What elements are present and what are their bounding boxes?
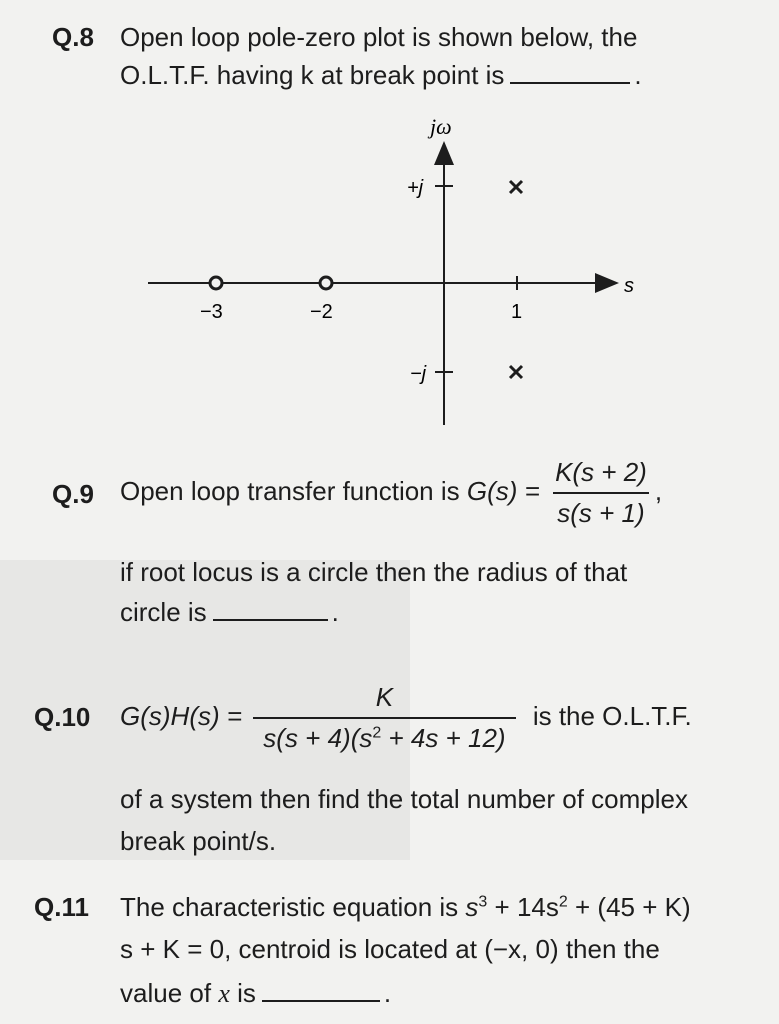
tick-label-plus-j: +j — [407, 177, 424, 199]
question-text-line3: break point/s. — [120, 826, 277, 856]
tick-label-1: 1 — [511, 301, 523, 323]
question-number: Q.10 — [34, 702, 91, 732]
y-axis-label: jω — [430, 114, 452, 139]
tick-label-minus3: −3 — [200, 301, 223, 323]
question-text-line1: G(s)H(s) = $\frac{K}{s(s + 4)(s^2 + 4s + 12)}$ is the O.L.T.F. — [120, 680, 692, 756]
pole-zero-plot — [0, 0, 779, 440]
question-text-line3: circle is . — [120, 597, 339, 627]
answer-blank — [262, 999, 380, 1002]
pole-marker — [510, 181, 522, 193]
transfer-function-fraction: $\frac{K}{s(s + 4)(s^2 + 4s + 12)}$ — [253, 680, 515, 756]
question-text-line2: s + K = 0, centroid is located at (−x, 0) then the — [120, 934, 660, 964]
question-text-line1: The characteristic equation is $s^3 + 14s^2 + (45 + K)$ — [120, 892, 691, 922]
transfer-function-fraction: $\frac{K(s + 2)}{s(s + 1)}$ — [551, 455, 651, 531]
question-text-line3: value of x is . — [120, 978, 392, 1008]
tick-label-minus2: −2 — [310, 301, 333, 323]
pole-marker — [510, 366, 522, 378]
question-text-line2: O.L.T.F. having k at break point is . — [120, 60, 642, 90]
answer-blank — [213, 618, 328, 621]
question-11 — [34, 888, 754, 1018]
question-number: Q.8 — [52, 22, 94, 52]
question-number: Q.11 — [34, 892, 89, 922]
question-text: O.L.T.F. having k at break point is — [120, 60, 505, 90]
question-10 — [34, 680, 754, 870]
x-axis-label: s — [624, 275, 634, 297]
question-number: Q.9 — [52, 479, 94, 509]
question-text-line1: Open loop transfer function is G(s) = $\frac{K(s + 2)}{s(s + 1)}$ , — [120, 455, 662, 531]
tick-label-minus-j: −j — [410, 363, 427, 385]
question-text-line2: of a system then find the total number of complex — [120, 784, 688, 814]
zero-marker — [210, 277, 222, 289]
transfer-function-lhs: G(s) = — [466, 475, 540, 506]
question-text-line2: if root locus is a circle then the radius of that — [120, 557, 628, 587]
question-text-line1: Open loop pole-zero plot is shown below, the — [120, 22, 638, 52]
zero-marker — [320, 277, 332, 289]
question-9 — [52, 455, 752, 645]
